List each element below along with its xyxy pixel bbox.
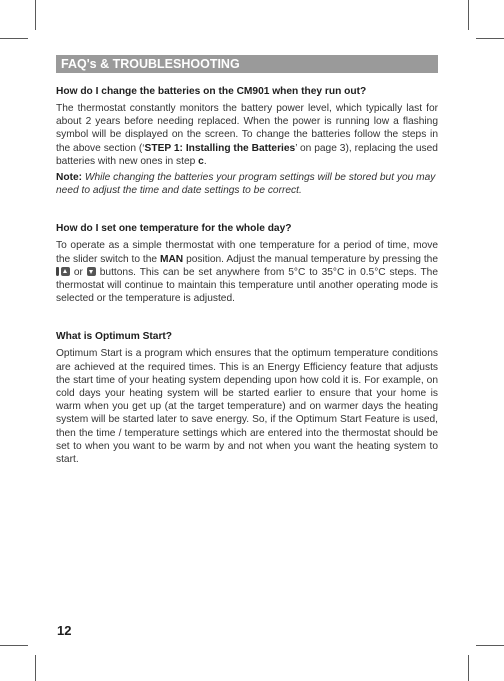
up-arrow-button-icon bbox=[61, 267, 70, 276]
crop-mark bbox=[0, 38, 28, 39]
thermometer-icon bbox=[56, 267, 59, 276]
crop-mark bbox=[468, 0, 469, 30]
faq-answer: Optimum Start is a program which ensures that the optimum temperature conditions are achieved at the required times. This is an Energy Efficiency feature that adjusts the start time of your heating system depending upon how cold it is. For example, on cold days your heating system will be started earlier to ensure that your home is warm when you get up (at the target temperature) and on warmer days the heating system will be started later to save energy. So, if the Optimum Start Feature is used, then the time / temperature settings which are entered into the thermostat should be set to when you want to be warm by and not when you want the heating system to start. bbox=[56, 348, 438, 466]
crop-mark bbox=[35, 655, 36, 681]
section-banner: FAQ's & TROUBLESHOOTING bbox=[56, 55, 438, 73]
page-number: 12 bbox=[57, 623, 72, 638]
crop-mark bbox=[0, 645, 28, 646]
faq-answer: The thermostat constantly monitors the battery power level, which typically last for about 2 years before needing replaced. When the power is running low a flashing symbol will be displayed on the screen. To change the batteries follow the steps in the above section (‘STEP 1: Installing the Batteries’ on page 3), replacing the used batteries with new ones in step c. bbox=[56, 103, 438, 167]
crop-mark bbox=[468, 655, 469, 681]
crop-mark bbox=[476, 645, 504, 646]
down-arrow-button-icon bbox=[87, 267, 96, 276]
faq-answer: To operate as a simple thermostat with one temperature for a period of time, move the slider switch to the MAN position. Adjust the manual temperature by pressing the or buttons. This can be set anywhere from 5°C to 35°C in 0.5°C steps. The thermostat will continue to maintain this temperature until another operating mode is selected or the temperature is adjusted. bbox=[56, 240, 438, 305]
faq-question: How do I set one temperature for the whole day? bbox=[56, 223, 292, 235]
crop-mark bbox=[35, 0, 36, 30]
faq-question: What is Optimum Start? bbox=[56, 331, 173, 343]
faq-question: How do I change the batteries on the CM901 when they run out? bbox=[56, 86, 367, 97]
page-content bbox=[56, 55, 438, 466]
crop-mark bbox=[476, 38, 504, 39]
faq-note: Note: While changing the batteries your program settings will be stored but you may need to adjust the time and date settings to be correct. bbox=[56, 172, 436, 197]
